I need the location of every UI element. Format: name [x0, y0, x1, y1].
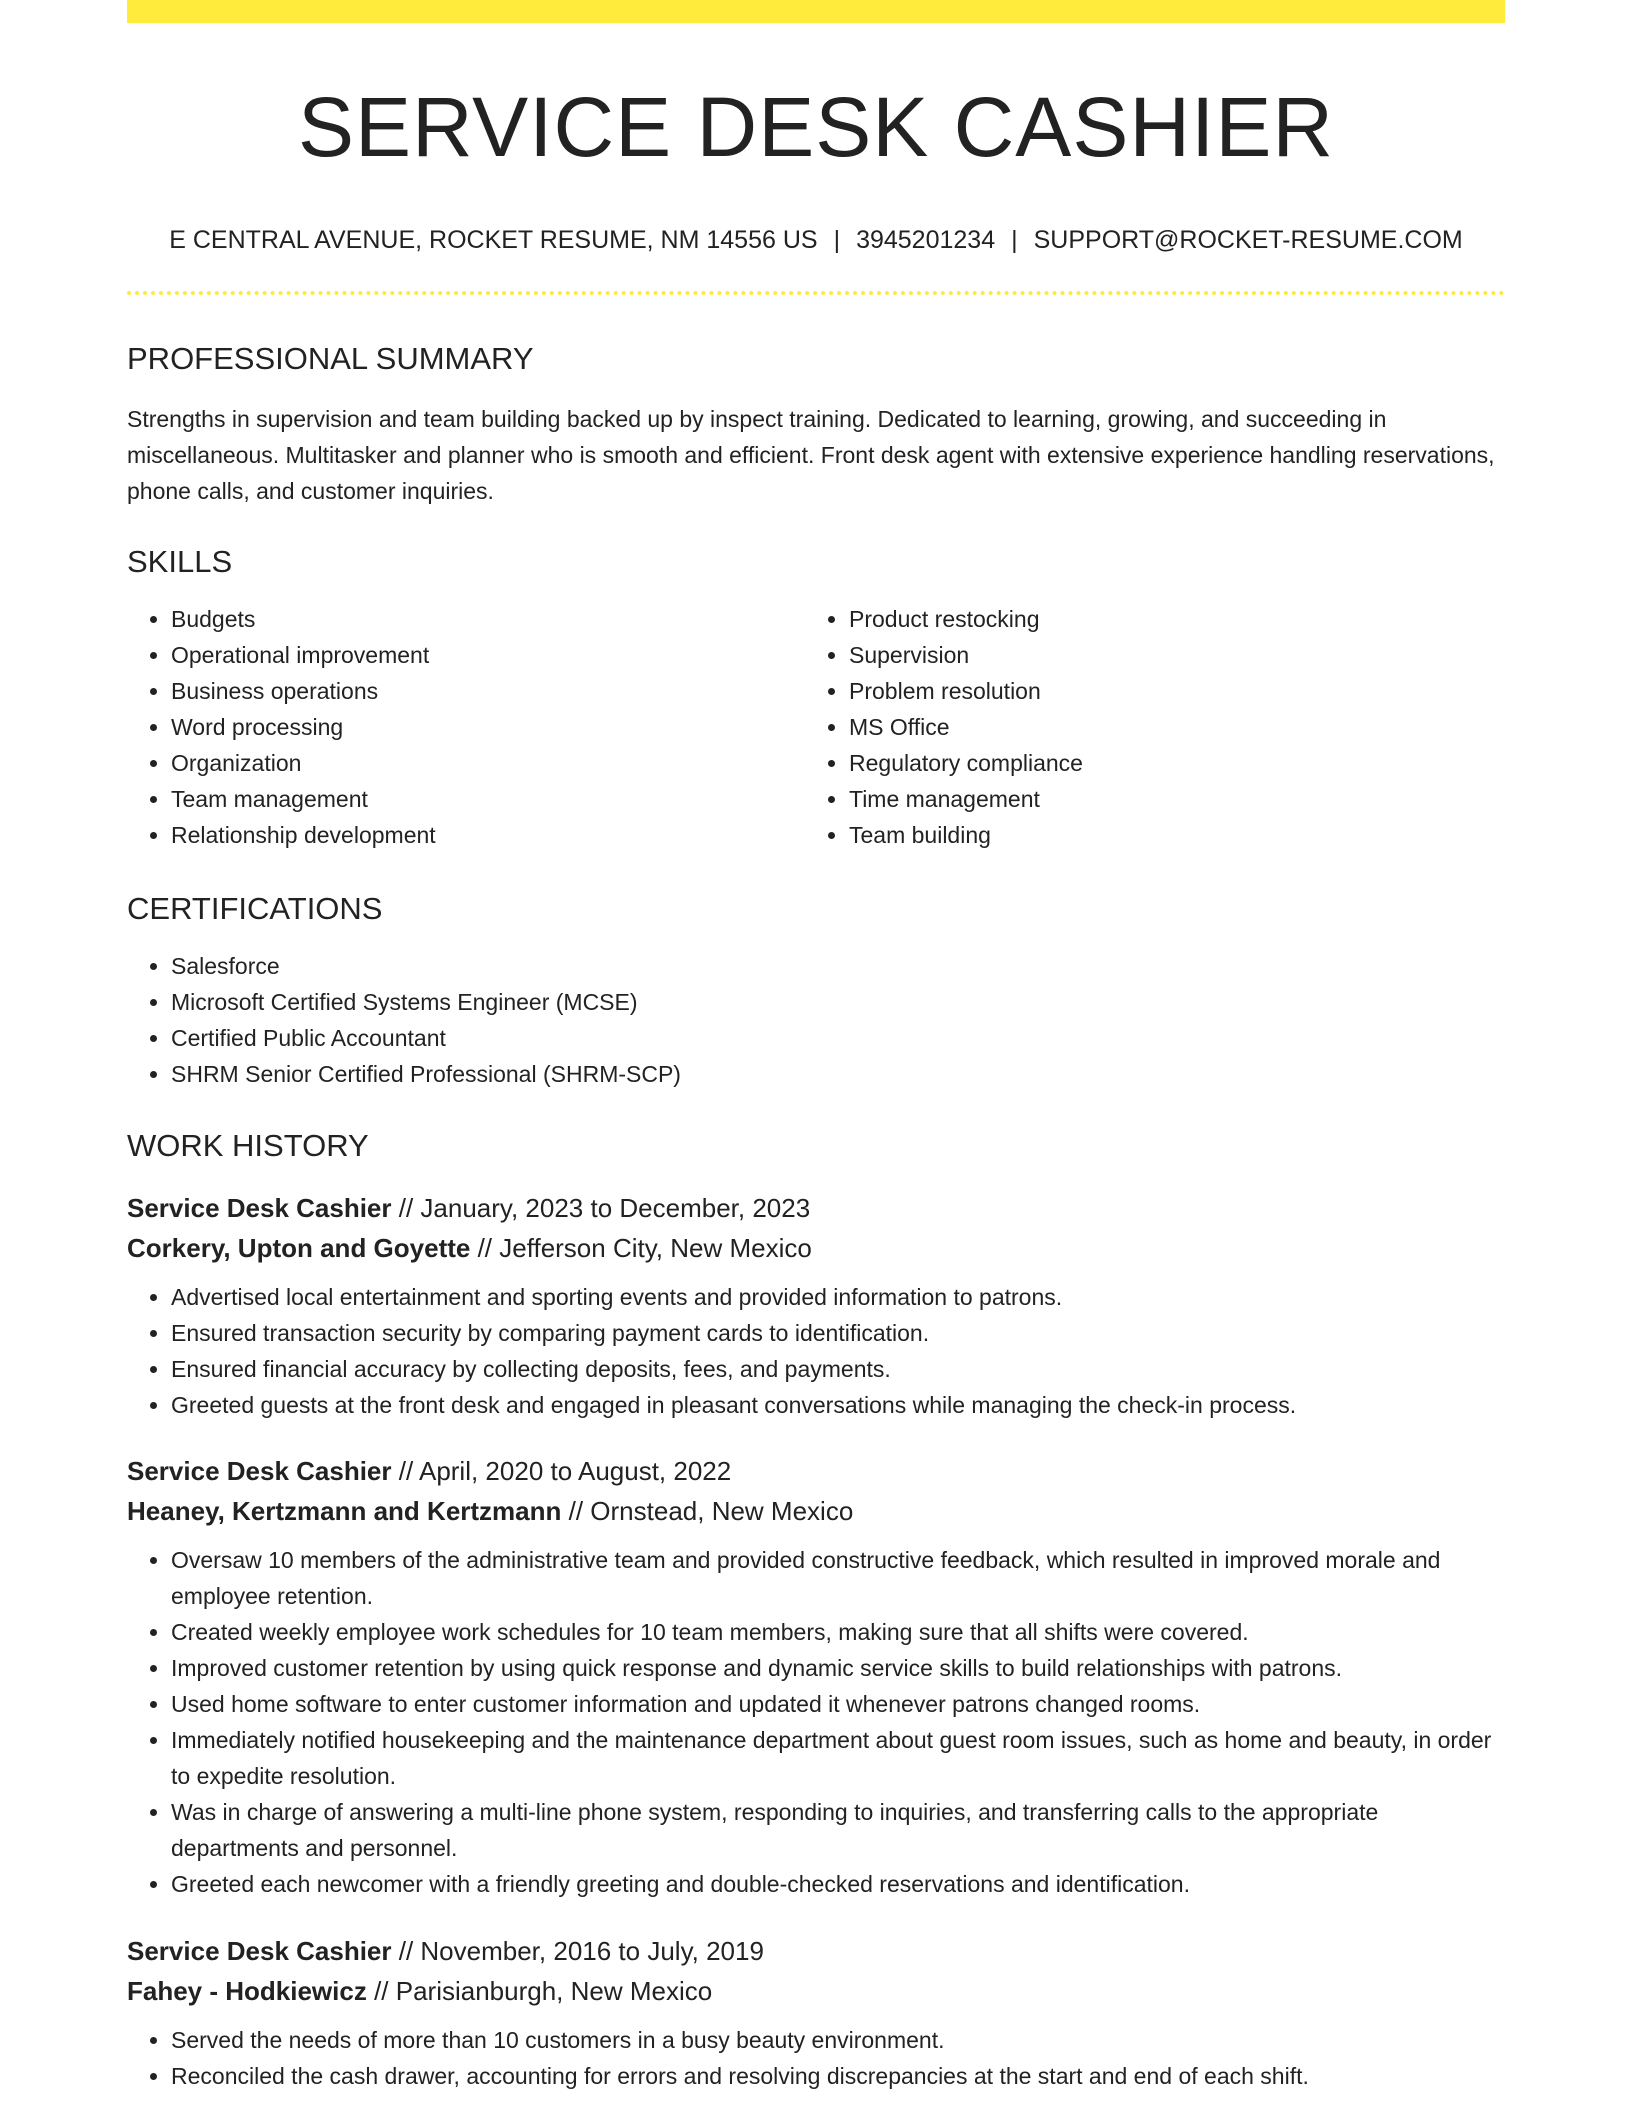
- job-bullet: • Used home software to enter customer information and updated it whenever patrons changed rooms.: [171, 1686, 1505, 1722]
- contact-phone: 3945201234: [856, 226, 996, 254]
- skill-item: • Team management: [171, 781, 805, 817]
- top-accent-bar: [127, 0, 1505, 23]
- certification-item: • SHRM Senior Certified Professional (SHRM-SCP): [171, 1056, 1505, 1092]
- job-bullet: • Created weekly employee work schedules for 10 team members, making sure that all shifts were covered.: [171, 1614, 1505, 1650]
- job-company-line: [127, 1491, 1505, 1531]
- summary-text: Strengths in supervision and team building backed up by inspect training. Dedicated to learning, growing, and succeeding in miscellaneous. Multitasker and planner who is smooth and efficient. Front desk agent with extensive experience handling reservations, phone calls, and customer inquiries.: [127, 406, 1495, 504]
- job-title-line: [127, 1451, 1505, 1491]
- job-bullet: • Reconciled the cash drawer, accounting for errors and resolving discrepancies at the start and end of each shift.: [171, 2058, 1505, 2094]
- job-bullet: • Immediately notified housekeeping and the maintenance department about guest room issues, such as home and beauty, in order to expedite resolution.: [171, 1722, 1505, 1794]
- job-bullet-list: [127, 2022, 1505, 2094]
- summary-heading: PROFESSIONAL SUMMARY: [127, 341, 534, 376]
- skills-columns: [127, 601, 1505, 853]
- skill-item: • Budgets: [171, 601, 805, 637]
- skill-item: • Time management: [849, 781, 1483, 817]
- job-company: Fahey - Hodkiewicz: [127, 1976, 367, 2006]
- job-title: Service Desk Cashier: [127, 1193, 392, 1223]
- skill-item: • Organization: [171, 745, 805, 781]
- job-company-line: [127, 1228, 1505, 1268]
- certification-item: • Certified Public Accountant: [171, 1020, 1505, 1056]
- work-history-heading: WORK HISTORY: [127, 1128, 369, 1163]
- job-company: Heaney, Kertzmann and Kertzmann: [127, 1496, 562, 1526]
- job-title: Service Desk Cashier: [127, 1456, 392, 1486]
- job-bullet-list: [127, 1542, 1505, 1902]
- skills-heading: SKILLS: [127, 544, 233, 579]
- certifications-list: [127, 948, 1505, 1092]
- job-dates: // April, 2020 to August, 2022: [391, 1456, 732, 1486]
- job-location: // Ornstead, New Mexico: [561, 1496, 854, 1526]
- job-company-line: [127, 1971, 1505, 2011]
- skills-list-left: [127, 601, 805, 853]
- skill-item: • Product restocking: [849, 601, 1483, 637]
- contact-separator: |: [1011, 226, 1018, 254]
- job-title-line: [127, 1931, 1505, 1971]
- skill-item: • Problem resolution: [849, 673, 1483, 709]
- job-location: // Parisianburgh, New Mexico: [366, 1976, 713, 2006]
- contact-address: E CENTRAL AVENUE, ROCKET RESUME, NM 14556 US: [169, 226, 818, 254]
- job-bullet: • Greeted guests at the front desk and engaged in pleasant conversations while managing the check-in process.: [171, 1387, 1505, 1423]
- job-title: Service Desk Cashier: [127, 1936, 392, 1966]
- skills-column-left: [127, 601, 805, 853]
- certifications-heading: CERTIFICATIONS: [127, 891, 383, 926]
- skill-item: • Team building: [849, 817, 1483, 853]
- skills-list-right: [805, 601, 1483, 853]
- contact-line: [127, 225, 1505, 255]
- skill-item: • Relationship development: [171, 817, 805, 853]
- contact-email: SUPPORT@ROCKET-RESUME.COM: [1033, 226, 1463, 254]
- job-bullet: • Advertised local entertainment and sporting events and provided information to patrons.: [171, 1279, 1505, 1315]
- contact-separator: |: [833, 226, 841, 254]
- job-bullet: • Ensured financial accuracy by collecting deposits, fees, and payments.: [171, 1351, 1505, 1387]
- job-bullet: • Greeted each newcomer with a friendly greeting and double-checked reservations and identification.: [171, 1866, 1505, 1902]
- skill-item: • Supervision: [849, 637, 1483, 673]
- skill-item: • Operational improvement: [171, 637, 805, 673]
- skill-item: • Business operations: [171, 673, 805, 709]
- skill-item: • Word processing: [171, 709, 805, 745]
- job-bullet: • Was in charge of answering a multi-line phone system, responding to inquiries, and transferring calls to the appropriate departments and personnel.: [171, 1794, 1505, 1866]
- job-bullet: • Oversaw 10 members of the administrative team and provided constructive feedback, which resulted in improved morale and employee retention.: [171, 1542, 1505, 1614]
- resume-page: [127, 0, 1505, 2094]
- skill-item: • MS Office: [849, 709, 1483, 745]
- job-bullet-list: [127, 1279, 1505, 1423]
- certification-item: • Microsoft Certified Systems Engineer (MCSE): [171, 984, 1505, 1020]
- job-bullet: • Served the needs of more than 10 customers in a busy beauty environment.: [171, 2022, 1505, 2058]
- job-company: Corkery, Upton and Goyette: [127, 1233, 471, 1263]
- job-title-line: [127, 1188, 1505, 1228]
- header-divider: [127, 291, 1505, 295]
- skills-column-right: [805, 601, 1483, 853]
- resume-name: SERVICE DESK CASHIER: [297, 80, 1335, 174]
- skill-item: • Regulatory compliance: [849, 745, 1483, 781]
- job-dates: // November, 2016 to July, 2019: [391, 1936, 764, 1966]
- job-location: // Jefferson City, New Mexico: [470, 1233, 812, 1263]
- job-dates: // January, 2023 to December, 2023: [391, 1193, 811, 1223]
- job-bullet: • Improved customer retention by using quick response and dynamic service skills to build relationships with patrons.: [171, 1650, 1505, 1686]
- job-bullet: • Ensured transaction security by comparing payment cards to identification.: [171, 1315, 1505, 1351]
- certification-item: • Salesforce: [171, 948, 1505, 984]
